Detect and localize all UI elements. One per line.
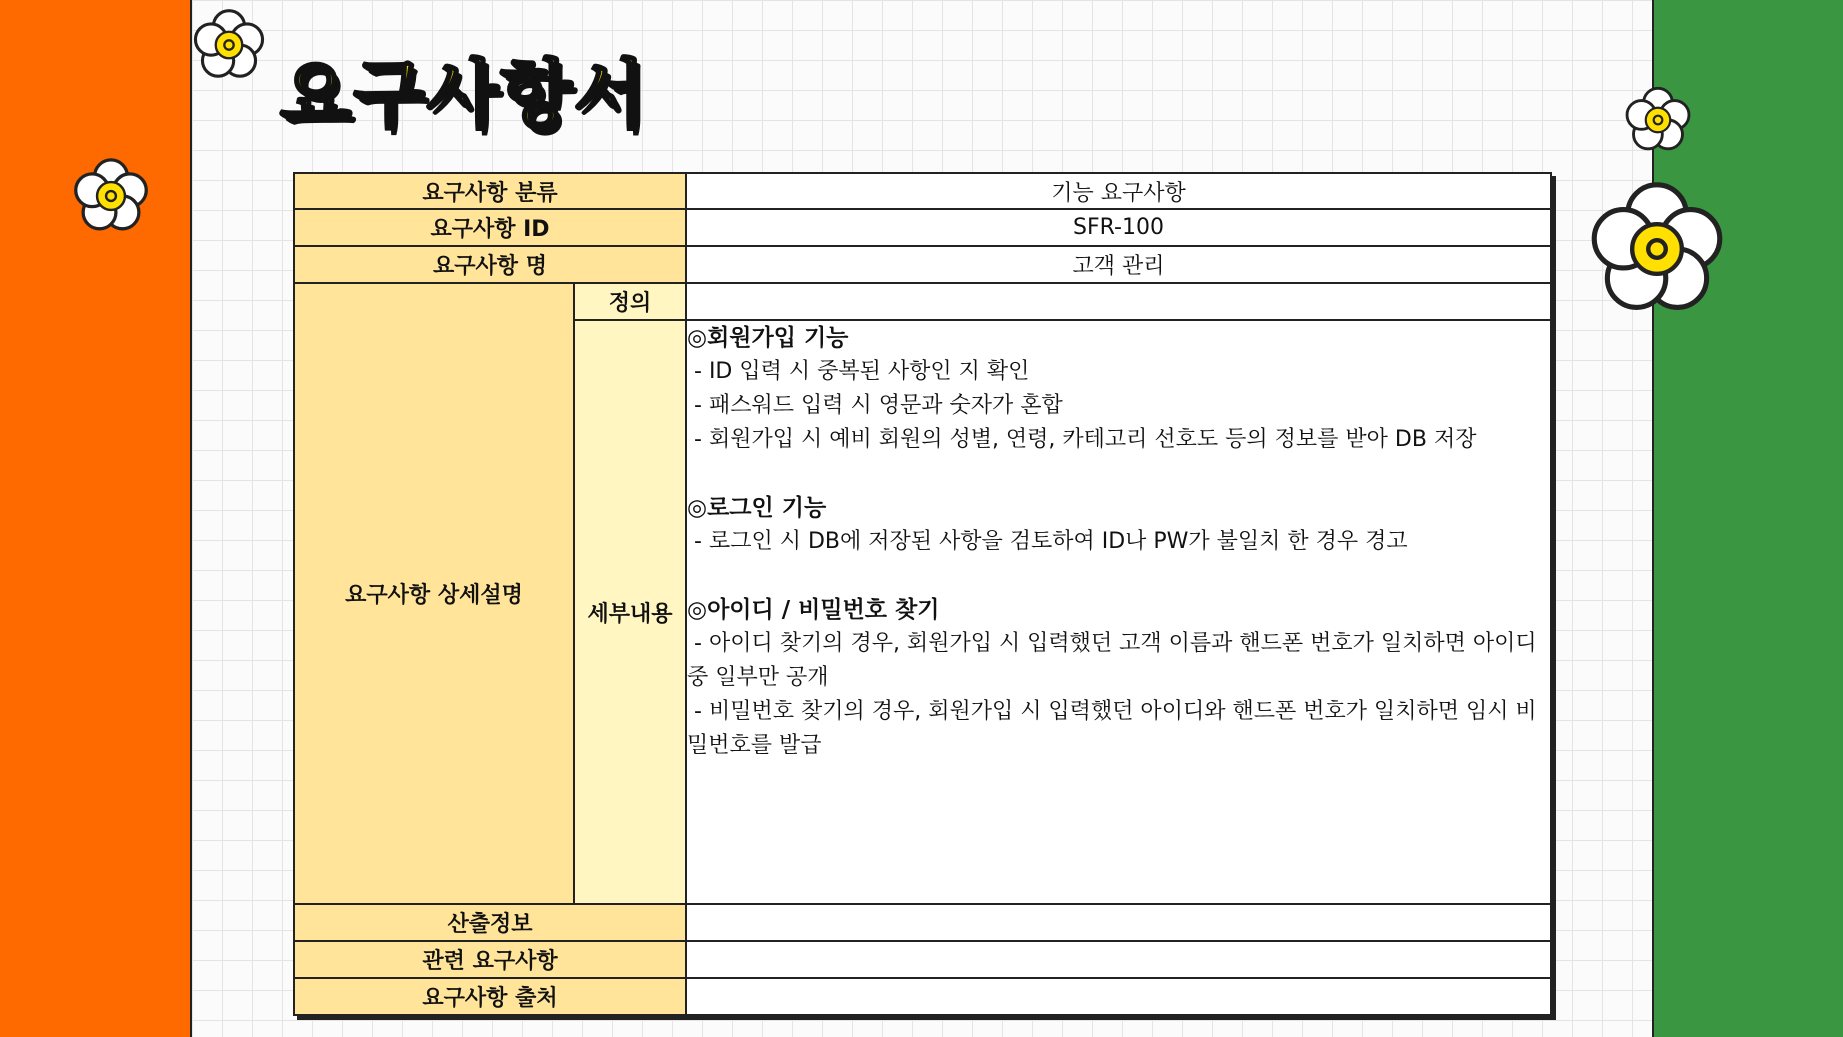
category-label: 요구사항 분류 xyxy=(294,173,686,209)
section-line: - ID 입력 시 중복된 사항인 지 확인 xyxy=(687,359,1030,384)
document-title: 요구사항서 xyxy=(280,52,648,138)
section-line: - 비밀번호 찾기의 경우, 회원가입 시 입력했던 아이디와 핸드폰 번호가 일치하면 임시 비밀번호를 발급 xyxy=(687,699,1537,758)
table-row xyxy=(294,941,1551,978)
table-row xyxy=(294,173,1551,209)
section-line: - 로그인 시 DB에 저장된 사항을 검토하여 ID나 PW가 불일치 한 경우 경고 xyxy=(687,529,1408,554)
flower-icon xyxy=(190,6,268,84)
definition-value xyxy=(686,283,1551,320)
table-row xyxy=(294,978,1551,1015)
id-value: SFR-100 xyxy=(686,209,1551,246)
source-label: 요구사항 출처 xyxy=(294,978,686,1015)
related-value xyxy=(686,941,1551,978)
flower-icon xyxy=(1584,176,1730,322)
flower-icon xyxy=(70,155,152,237)
output-value xyxy=(686,904,1551,941)
table-row xyxy=(294,904,1551,941)
name-label: 요구사항 명 xyxy=(294,246,686,283)
id-label: 요구사항 ID xyxy=(294,209,686,246)
source-value xyxy=(686,978,1551,1015)
section-line: - 아이디 찾기의 경우, 회원가입 시 입력했던 고객 이름과 핸드폰 번호가 일치하면 아이디 중 일부만 공개 xyxy=(687,631,1544,690)
subdetail-label: 세부내용 xyxy=(574,320,686,904)
table-row xyxy=(294,209,1551,246)
section-title: ◎로그인 기능 xyxy=(687,495,827,521)
section-line: - 회원가입 시 예비 회원의 성별, 연령, 카테고리 선호도 등의 정보를 받아 DB 저장 xyxy=(687,427,1477,452)
table-row xyxy=(294,283,1551,320)
flower-icon xyxy=(1622,84,1694,156)
section-signup xyxy=(687,321,1550,457)
section-login xyxy=(687,491,1550,559)
output-label: 산출정보 xyxy=(294,904,686,941)
table-row xyxy=(294,246,1551,283)
section-title: ◎아이디 / 비밀번호 찾기 xyxy=(687,597,940,623)
detail-label: 요구사항 상세설명 xyxy=(294,283,574,904)
section-find-account xyxy=(687,593,1550,763)
detail-content xyxy=(686,320,1551,904)
definition-label: 정의 xyxy=(574,283,686,320)
name-value: 고객 관리 xyxy=(686,246,1551,283)
requirements-table xyxy=(293,172,1552,1016)
category-value: 기능 요구사항 xyxy=(686,173,1551,209)
section-title: ◎회원가입 기능 xyxy=(687,325,849,351)
related-label: 관련 요구사항 xyxy=(294,941,686,978)
section-line: - 패스워드 입력 시 영문과 숫자가 혼합 xyxy=(687,393,1063,418)
